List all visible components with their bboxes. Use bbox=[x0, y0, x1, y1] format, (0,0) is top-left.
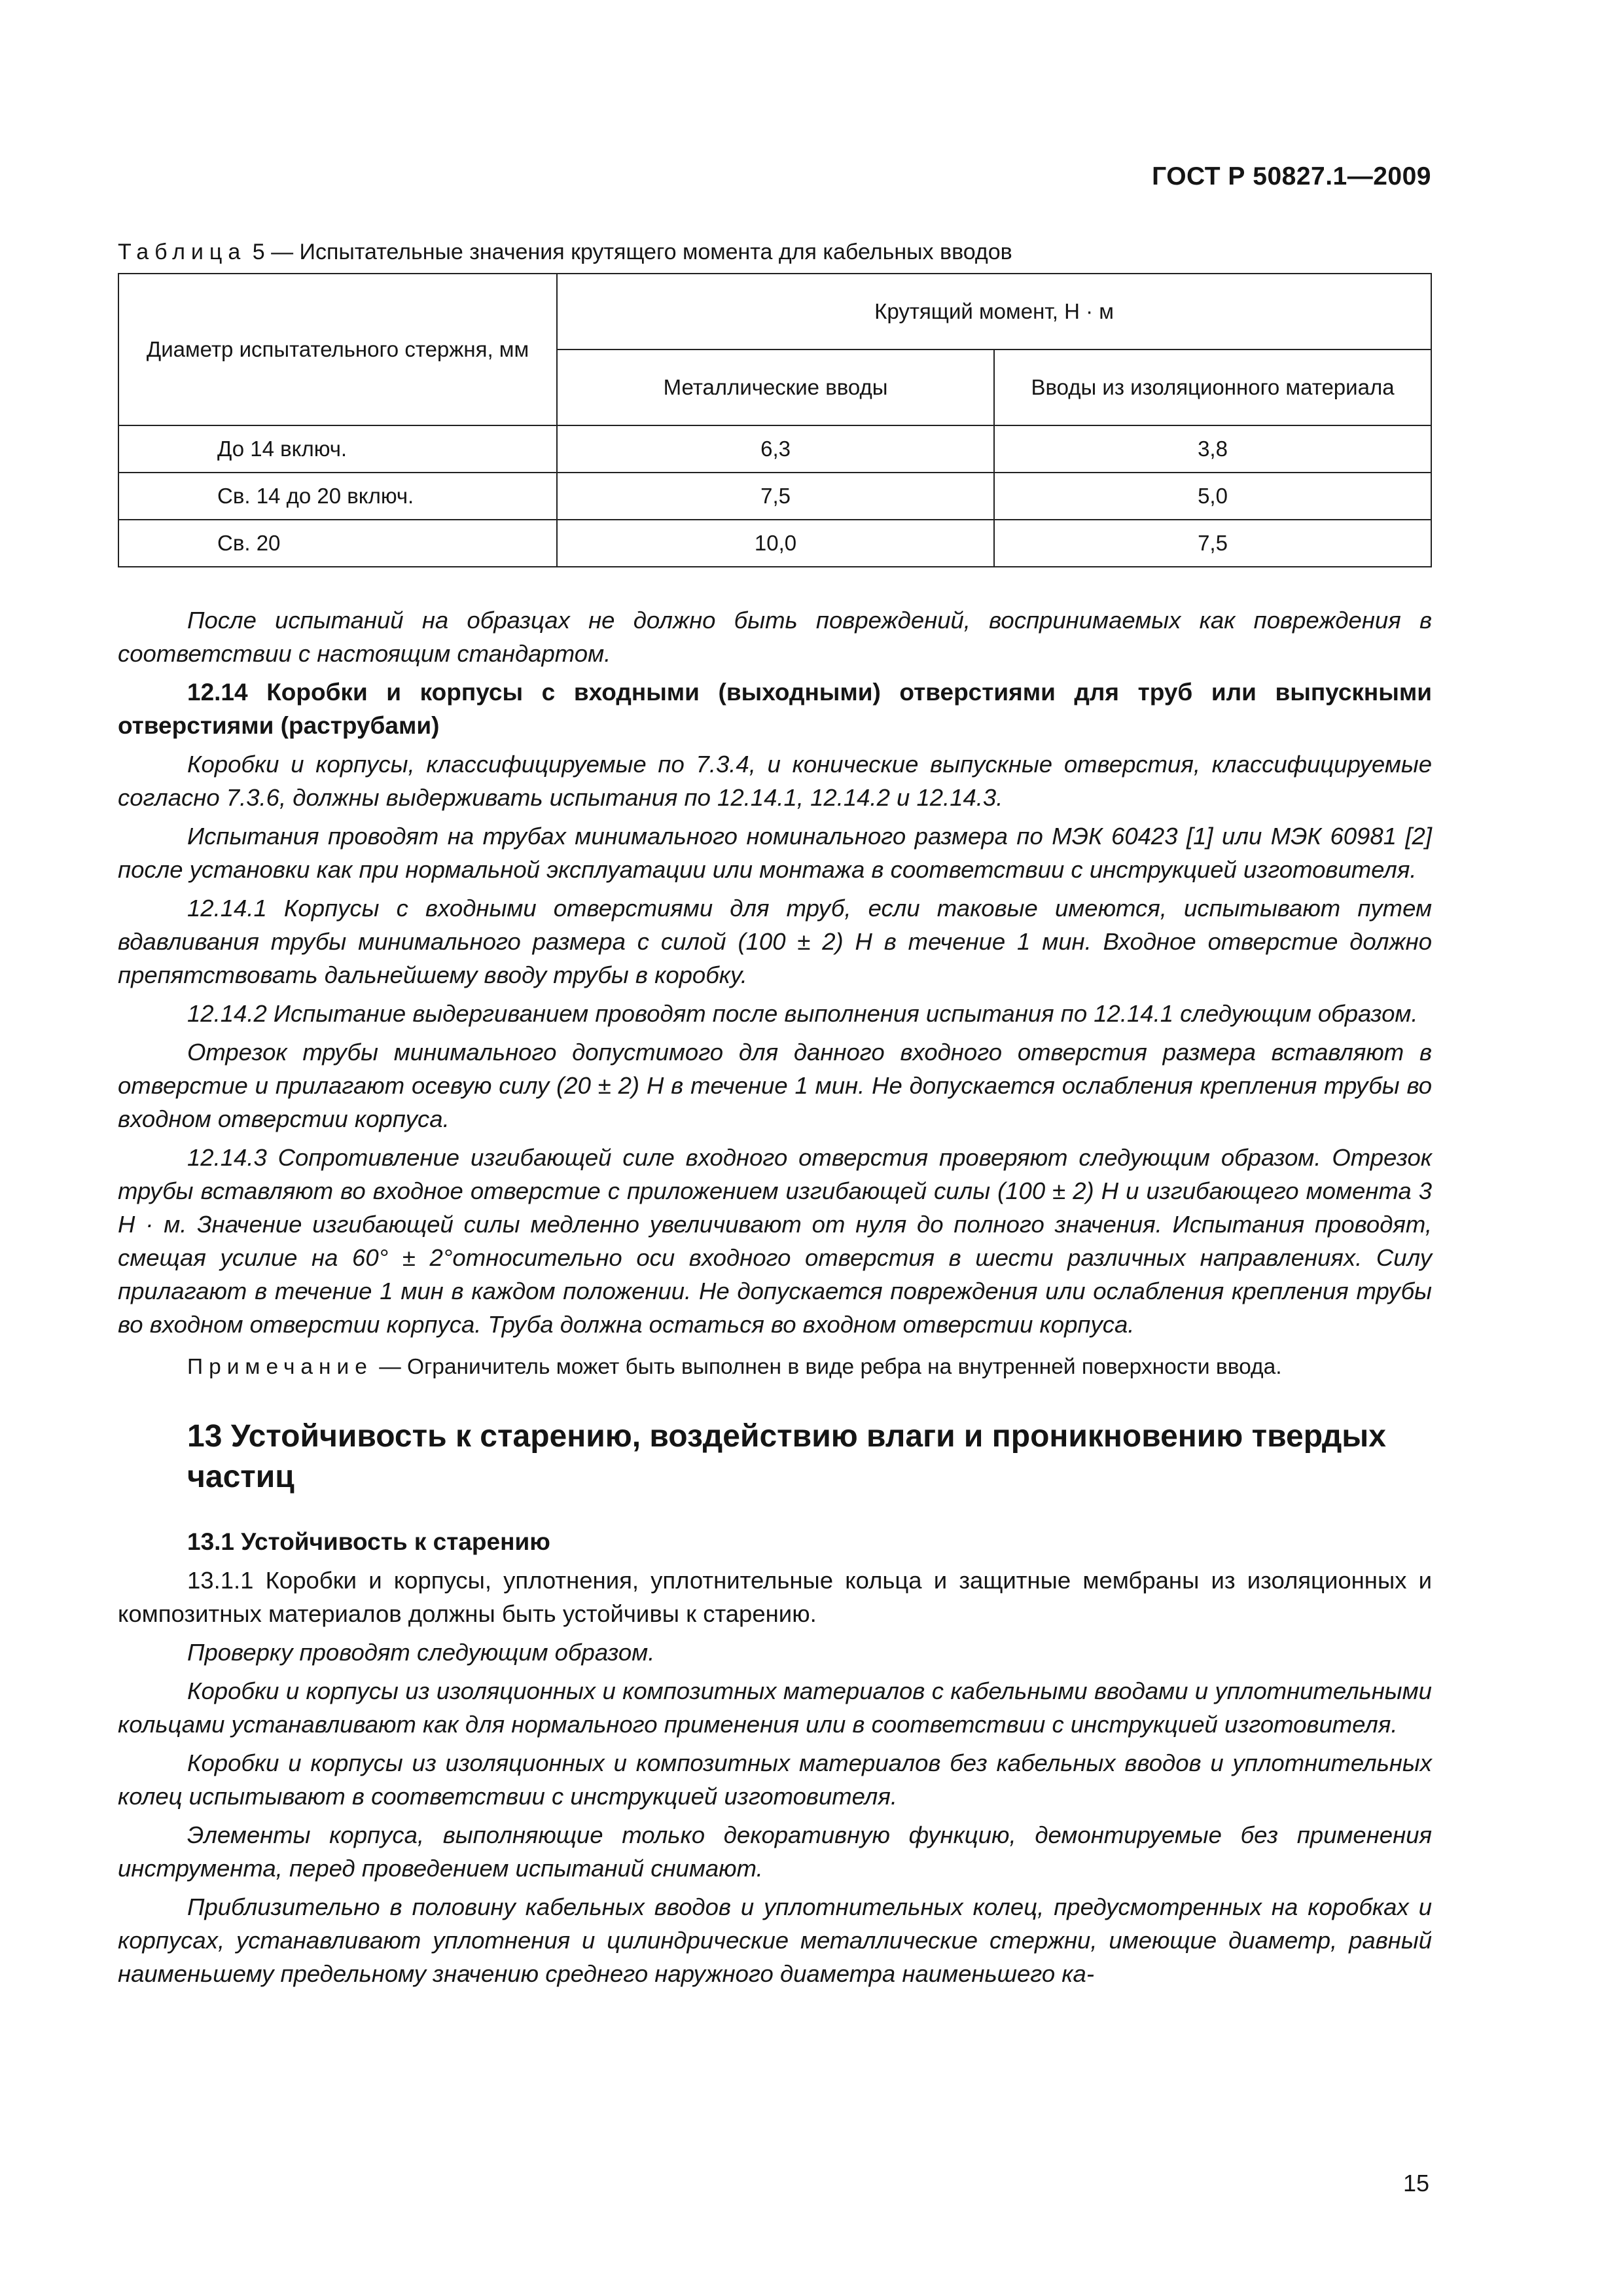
table-caption-label: Таблица bbox=[118, 240, 247, 264]
paragraph-after-test: После испытаний на образцах не должно быть повреждений, воспринимаемых как повреждения в соответствии с настоящим стандартом. bbox=[118, 607, 1432, 667]
body-text bbox=[118, 603, 1432, 1996]
header-metal: Металлические вводы bbox=[557, 350, 994, 425]
note-text: — Ограничитель может быть выполнен в виде ребра на внутренней поверхности ввода. bbox=[372, 1355, 1282, 1379]
header-torque: Крутящий момент, Н · м bbox=[557, 274, 1431, 350]
heading-13-1: 13.1 Устойчивость к старению bbox=[187, 1528, 550, 1555]
paragraph-approximately: Приблизительно в половину кабельных вводов и уплотнительных колец, предусмотренных на коробках и корпусах, устанавливают уплотнения и цилиндрические металлические стержни, имеющие диаметр, равный наименьшему предельному значению среднего наружного диаметра наименьшего ка- bbox=[118, 1893, 1432, 1987]
document-id: ГОСТ Р 50827.1—2009 bbox=[1152, 162, 1431, 190]
paragraph-12-14-3: 12.14.3 Сопротивление изгибающей силе входного отверстия проверяют следующим образом. Отрезок трубы вставляют во входное отверстие с приложением изгибающей силы (100 ± 2) Н и изгибающего момента 3 Н · м. Значение изгибающей силы медленно увеличивают от нуля до полного значения. Испытания проводят, смещая усилие на 60° ± 2°относительно оси входного отверстия в шести различных направлениях. Силу прилагают в течение 1 мин в каждом положении. Не допускается повреждения или ослабления крепления трубы во входном отверстии корпуса. Труба должна остаться во входном отверстии корпуса. bbox=[118, 1144, 1432, 1338]
paragraph-12-14-a: Коробки и корпусы, классифицируемые по 7.3.4, и конические выпускные отверстия, классифицируемые согласно 7.3.6, должны выдерживать испытания по 12.14.1, 12.14.2 и 12.14.3. bbox=[118, 751, 1432, 811]
cell-insulating: 7,5 bbox=[994, 520, 1431, 567]
paragraph-boxes-with-inlets: Коробки и корпусы из изоляционных и композитных материалов с кабельными вводами и уплотнительными кольцами устанавливают как для нормального применения или в соответствии с инструкцией изготовителя. bbox=[118, 1677, 1432, 1738]
paragraph-12-14-2: 12.14.2 Испытание выдергиванием проводят после выполнения испытания по 12.14.1 следующим образом. bbox=[187, 1000, 1418, 1027]
table-caption bbox=[118, 240, 1012, 265]
cell-diameter: Св. 14 до 20 включ. bbox=[118, 473, 557, 520]
cell-metal: 10,0 bbox=[557, 520, 994, 567]
table-row bbox=[118, 425, 1431, 473]
table-header-row bbox=[118, 274, 1431, 350]
note-label: Примечание bbox=[187, 1355, 373, 1379]
paragraph-decorative-elements: Элементы корпуса, выполняющие только декоративную функцию, демонтируемые без применения инструмента, перед проведением испытаний снимают. bbox=[118, 1821, 1432, 1882]
paragraph-12-14-2b: Отрезок трубы минимального допустимого для данного входного отверстия размера вставляют в отверстие и прилагают осевую силу (20 ± 2) Н в течение 1 мин. Не допускается ослабления крепления трубы во входном отверстии корпуса. bbox=[118, 1039, 1432, 1132]
cell-metal: 7,5 bbox=[557, 473, 994, 520]
header-insulating: Вводы из изоляционного материала bbox=[994, 350, 1431, 425]
page-number: 15 bbox=[1402, 2170, 1429, 2197]
cell-insulating: 5,0 bbox=[994, 473, 1431, 520]
paragraph-check: Проверку проводят следующим образом. bbox=[187, 1639, 655, 1666]
cell-diameter: Св. 20 bbox=[118, 520, 557, 567]
cell-diameter: До 14 включ. bbox=[118, 425, 557, 473]
header-diameter: Диаметр испытательного стержня, мм bbox=[118, 274, 557, 425]
table-row bbox=[118, 520, 1431, 567]
cell-metal: 6,3 bbox=[557, 425, 994, 473]
paragraph-12-14-b: Испытания проводят на трубах минимального номинального размера по МЭК 60423 [1] или МЭК 60981 [2] после установки как при нормальной эксплуатации или монтажа в соответствии с инструкцией изготовителя. bbox=[118, 823, 1432, 883]
table-row bbox=[118, 473, 1431, 520]
paragraph-boxes-without-inlets: Коробки и корпусы из изоляционных и композитных материалов без кабельных вводов и уплотнительных колец испытывают в соответствии с инструкцией изготовителя. bbox=[118, 1749, 1432, 1810]
heading-section-13: 13 Устойчивость к старению, воздействию влаги и проникновению твердых частиц bbox=[187, 1419, 1386, 1494]
paragraph-13-1-1: 13.1.1 Коробки и корпусы, уплотнения, уплотнительные кольца и защитные мембраны из изоляционных и композитных материалов должны быть устойчивы к старению. bbox=[118, 1567, 1432, 1627]
heading-12-14: 12.14 Коробки и корпусы с входными (выходными) отверстиями для труб или выпускными отверстиями (раструбами) bbox=[118, 679, 1432, 739]
torque-table bbox=[118, 273, 1432, 567]
note bbox=[118, 1352, 1432, 1382]
table-caption-text: 5 — Испытательные значения крутящего момента для кабельных вводов bbox=[246, 240, 1012, 264]
paragraph-12-14-1: 12.14.1 Корпусы с входными отверстиями для труб, если таковые имеются, испытывают путем вдавливания трубы минимального размера с силой (100 ± 2) Н в течение 1 мин. Входное отверстие должно препятствовать дальнейшему вводу трубы в коробку. bbox=[118, 895, 1432, 988]
cell-insulating: 3,8 bbox=[994, 425, 1431, 473]
